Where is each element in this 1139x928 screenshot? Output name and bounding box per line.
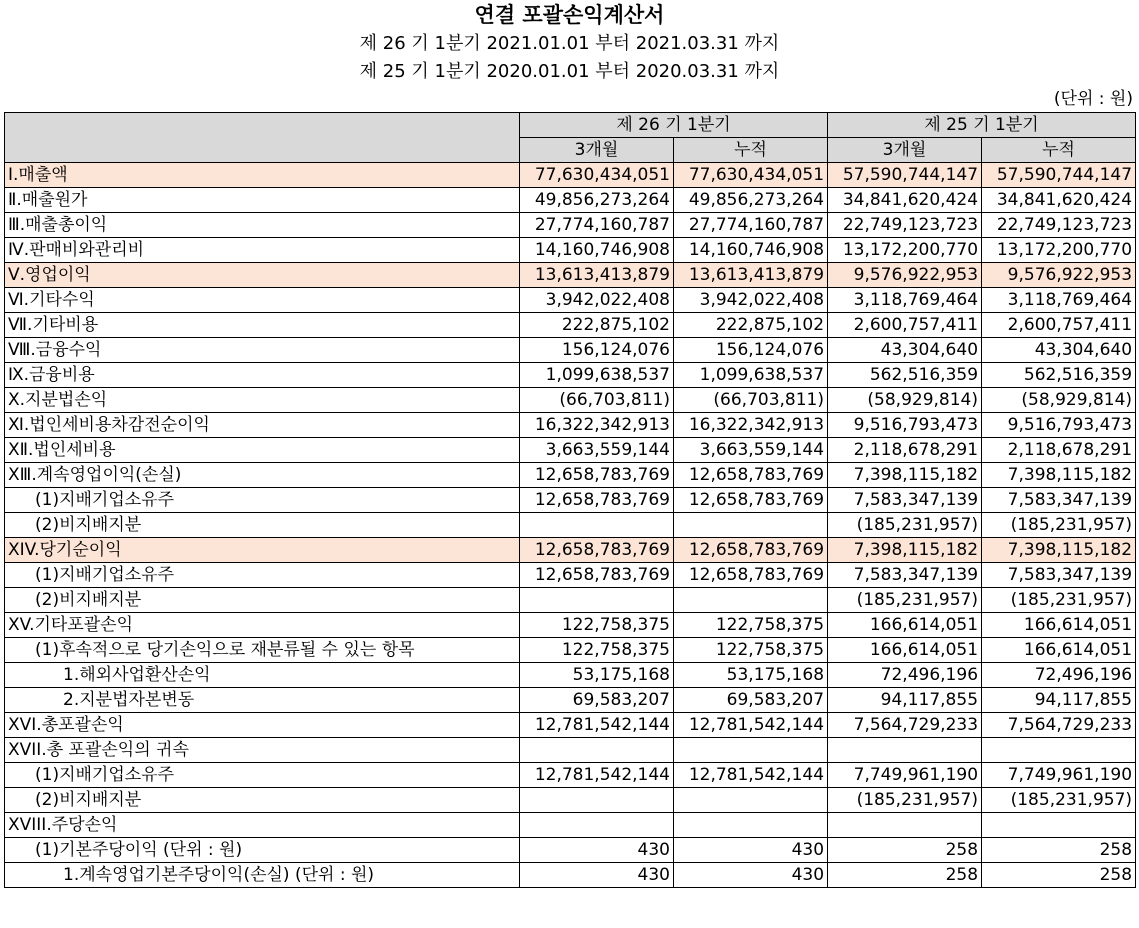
value-cumulative-26: 12,658,783,769: [674, 463, 828, 488]
value-cumulative-25: 72,496,196: [982, 663, 1136, 688]
value-three-month-26: 77,630,434,051: [520, 163, 674, 188]
value-three-month-26: 14,160,746,908: [520, 238, 674, 263]
value-cumulative-26: 27,774,160,787: [674, 213, 828, 238]
table-row: [5, 738, 1136, 763]
value-cumulative-25: 562,516,359: [982, 363, 1136, 388]
value-cumulative-26: 12,781,542,144: [674, 763, 828, 788]
row-label: (1)기본주당이익 (단위 : 원): [5, 838, 520, 863]
row-label: Ⅰ.매출액: [5, 163, 520, 188]
value-cumulative-25: 7,583,347,139: [982, 563, 1136, 588]
table-row: [5, 713, 1136, 738]
value-three-month-25: 166,614,051: [828, 638, 982, 663]
value-three-month-25: 34,841,620,424: [828, 188, 982, 213]
value-three-month-26: [520, 813, 674, 838]
value-three-month-26: 1,099,638,537: [520, 363, 674, 388]
value-cumulative-26: 53,175,168: [674, 663, 828, 688]
value-three-month-26: 122,758,375: [520, 638, 674, 663]
value-cumulative-26: 156,124,076: [674, 338, 828, 363]
value-cumulative-26: 3,663,559,144: [674, 438, 828, 463]
value-cumulative-26: 77,630,434,051: [674, 163, 828, 188]
value-three-month-26: 430: [520, 863, 674, 888]
value-three-month-25: 258: [828, 838, 982, 863]
table-row: [5, 663, 1136, 688]
table-row: [5, 788, 1136, 813]
value-three-month-26: 12,658,783,769: [520, 463, 674, 488]
row-label: Ⅷ.금융수익: [5, 338, 520, 363]
value-cumulative-25: 7,398,115,182: [982, 463, 1136, 488]
value-three-month-25: 13,172,200,770: [828, 238, 982, 263]
table-row: [5, 513, 1136, 538]
row-label: 2.지분법자본변동: [5, 688, 520, 713]
value-three-month-25: [828, 813, 982, 838]
value-three-month-25: 57,590,744,147: [828, 163, 982, 188]
row-label: (1)후속적으로 당기손익으로 재분류될 수 있는 항목: [5, 638, 520, 663]
value-cumulative-26: [674, 813, 828, 838]
value-cumulative-26: 122,758,375: [674, 638, 828, 663]
row-label: Ⅲ.매출총이익: [5, 213, 520, 238]
value-three-month-26: 12,781,542,144: [520, 713, 674, 738]
value-cumulative-26: 12,781,542,144: [674, 713, 828, 738]
table-row: [5, 313, 1136, 338]
table-row: [5, 588, 1136, 613]
header-row-periods: [5, 113, 1136, 138]
value-three-month-26: 12,658,783,769: [520, 488, 674, 513]
row-label: Ⅳ.판매비와관리비: [5, 238, 520, 263]
row-label: Ⅴ.영업이익: [5, 263, 520, 288]
value-cumulative-25: 3,118,769,464: [982, 288, 1136, 313]
table-row: [5, 163, 1136, 188]
row-label: Ⅶ.기타비용: [5, 313, 520, 338]
table-row: [5, 263, 1136, 288]
value-three-month-25: 166,614,051: [828, 613, 982, 638]
value-cumulative-25: 43,304,640: [982, 338, 1136, 363]
table-row: [5, 838, 1136, 863]
row-label: XVIII.주당손익: [5, 813, 520, 838]
row-label: 1.계속영업기본주당이익(손실) (단위 : 원): [5, 863, 520, 888]
value-cumulative-25: 34,841,620,424: [982, 188, 1136, 213]
header-cumulative-25: 누적: [982, 138, 1136, 163]
row-label: Ⅸ.금융비용: [5, 363, 520, 388]
value-cumulative-25: 2,118,678,291: [982, 438, 1136, 463]
value-three-month-25: [828, 738, 982, 763]
table-row: [5, 563, 1136, 588]
value-cumulative-25: 22,749,123,723: [982, 213, 1136, 238]
statement-title: 연결 포괄손익계산서: [474, 3, 665, 27]
value-cumulative-25: 57,590,744,147: [982, 163, 1136, 188]
value-three-month-26: 122,758,375: [520, 613, 674, 638]
row-label: XIV.당기순이익: [5, 538, 520, 563]
value-three-month-26: 3,942,022,408: [520, 288, 674, 313]
value-three-month-26: 12,781,542,144: [520, 763, 674, 788]
value-three-month-26: 430: [520, 838, 674, 863]
table-row: [5, 763, 1136, 788]
value-three-month-25: 7,749,961,190: [828, 763, 982, 788]
statement-rows: [5, 163, 1136, 888]
value-three-month-25: 9,576,922,953: [828, 263, 982, 288]
table-row: [5, 688, 1136, 713]
row-label: XVI.총포괄손익: [5, 713, 520, 738]
value-cumulative-25: [982, 813, 1136, 838]
row-label: (1)지배기업소유주: [5, 563, 520, 588]
value-three-month-26: (66,703,811): [520, 388, 674, 413]
value-cumulative-25: (185,231,957): [982, 513, 1136, 538]
row-label: Ⅱ.매출원가: [5, 188, 520, 213]
value-cumulative-25: 7,749,961,190: [982, 763, 1136, 788]
value-three-month-25: 7,583,347,139: [828, 563, 982, 588]
value-cumulative-26: [674, 588, 828, 613]
table-row: [5, 413, 1136, 438]
value-cumulative-25: 7,398,115,182: [982, 538, 1136, 563]
value-cumulative-25: 94,117,855: [982, 688, 1136, 713]
row-label: (2)비지배지분: [5, 588, 520, 613]
value-cumulative-26: 13,613,413,879: [674, 263, 828, 288]
value-three-month-26: 156,124,076: [520, 338, 674, 363]
value-three-month-26: 12,658,783,769: [520, 538, 674, 563]
value-cumulative-25: (185,231,957): [982, 588, 1136, 613]
value-three-month-26: 27,774,160,787: [520, 213, 674, 238]
value-cumulative-26: 12,658,783,769: [674, 563, 828, 588]
value-three-month-25: 562,516,359: [828, 363, 982, 388]
value-three-month-25: 7,398,115,182: [828, 538, 982, 563]
header-period-25: 제 25 기 1분기: [828, 113, 1136, 138]
row-label: ⅩⅡ.법인세비용: [5, 438, 520, 463]
table-row: [5, 538, 1136, 563]
table-row: [5, 488, 1136, 513]
row-label: Ⅺ.법인세비용차감전순이익: [5, 413, 520, 438]
value-cumulative-26: 49,856,273,264: [674, 188, 828, 213]
value-three-month-25: 9,516,793,473: [828, 413, 982, 438]
table-row: [5, 338, 1136, 363]
value-three-month-26: 12,658,783,769: [520, 563, 674, 588]
table-row: [5, 288, 1136, 313]
table-row: [5, 463, 1136, 488]
value-three-month-25: 2,118,678,291: [828, 438, 982, 463]
value-three-month-26: 3,663,559,144: [520, 438, 674, 463]
value-three-month-25: 43,304,640: [828, 338, 982, 363]
value-three-month-25: 3,118,769,464: [828, 288, 982, 313]
row-label: 1.해외사업환산손익: [5, 663, 520, 688]
value-cumulative-25: 7,583,347,139: [982, 488, 1136, 513]
value-three-month-25: 258: [828, 863, 982, 888]
value-three-month-25: (185,231,957): [828, 513, 982, 538]
row-label: (2)비지배지분: [5, 513, 520, 538]
value-three-month-25: 7,398,115,182: [828, 463, 982, 488]
value-cumulative-26: 3,942,022,408: [674, 288, 828, 313]
value-three-month-26: [520, 588, 674, 613]
value-cumulative-26: [674, 738, 828, 763]
value-cumulative-25: 258: [982, 838, 1136, 863]
row-label: XV.기타포괄손익: [5, 613, 520, 638]
table-row: [5, 638, 1136, 663]
value-cumulative-25: 9,576,922,953: [982, 263, 1136, 288]
value-three-month-26: [520, 788, 674, 813]
value-three-month-26: 53,175,168: [520, 663, 674, 688]
value-cumulative-26: 12,658,783,769: [674, 488, 828, 513]
value-three-month-25: (185,231,957): [828, 588, 982, 613]
value-three-month-25: 2,600,757,411: [828, 313, 982, 338]
income-statement-table: [4, 112, 1136, 888]
value-cumulative-25: 166,614,051: [982, 613, 1136, 638]
table-row: [5, 213, 1136, 238]
value-cumulative-25: 2,600,757,411: [982, 313, 1136, 338]
table-row: [5, 613, 1136, 638]
value-three-month-25: 7,564,729,233: [828, 713, 982, 738]
table-row: [5, 188, 1136, 213]
value-cumulative-26: 122,758,375: [674, 613, 828, 638]
value-cumulative-25: 166,614,051: [982, 638, 1136, 663]
value-cumulative-26: 14,160,746,908: [674, 238, 828, 263]
value-cumulative-26: 1,099,638,537: [674, 363, 828, 388]
value-three-month-25: 22,749,123,723: [828, 213, 982, 238]
table-row: [5, 813, 1136, 838]
value-three-month-26: 69,583,207: [520, 688, 674, 713]
row-label: XVII.총 포괄손익의 귀속: [5, 738, 520, 763]
value-three-month-26: 222,875,102: [520, 313, 674, 338]
row-label: (2)비지배지분: [5, 788, 520, 813]
row-label: (1)지배기업소유주: [5, 488, 520, 513]
header-cumulative-26: 누적: [674, 138, 828, 163]
value-cumulative-25: 258: [982, 863, 1136, 888]
value-three-month-25: 72,496,196: [828, 663, 982, 688]
value-cumulative-25: [982, 738, 1136, 763]
row-label: Ⅹ.지분법손익: [5, 388, 520, 413]
value-cumulative-26: 12,658,783,769: [674, 538, 828, 563]
value-three-month-26: [520, 738, 674, 763]
header-account-cell: [5, 113, 520, 163]
row-label: (1)지배기업소유주: [5, 763, 520, 788]
value-cumulative-25: 9,516,793,473: [982, 413, 1136, 438]
row-label: Ⅵ.기타수익: [5, 288, 520, 313]
value-cumulative-25: 7,564,729,233: [982, 713, 1136, 738]
value-three-month-25: (185,231,957): [828, 788, 982, 813]
value-cumulative-25: (185,231,957): [982, 788, 1136, 813]
unit-label: (단위 : 원): [1053, 89, 1133, 109]
value-cumulative-25: 13,172,200,770: [982, 238, 1136, 263]
table-row: [5, 388, 1136, 413]
value-cumulative-26: 16,322,342,913: [674, 413, 828, 438]
header-three-month-25: 3개월: [828, 138, 982, 163]
value-three-month-26: 16,322,342,913: [520, 413, 674, 438]
header-three-month-26: 3개월: [520, 138, 674, 163]
header-period-26: 제 26 기 1분기: [520, 113, 828, 138]
value-three-month-25: 7,583,347,139: [828, 488, 982, 513]
period-current: 제 26 기 1분기 2021.01.01 부터 2021.03.31 까지: [359, 33, 780, 54]
period-prior: 제 25 기 1분기 2020.01.01 부터 2020.03.31 까지: [359, 61, 780, 82]
value-cumulative-26: 430: [674, 838, 828, 863]
value-cumulative-26: (66,703,811): [674, 388, 828, 413]
value-cumulative-25: (58,929,814): [982, 388, 1136, 413]
value-cumulative-26: 69,583,207: [674, 688, 828, 713]
value-cumulative-26: 222,875,102: [674, 313, 828, 338]
value-cumulative-26: [674, 513, 828, 538]
value-cumulative-26: [674, 788, 828, 813]
table-row: [5, 863, 1136, 888]
value-three-month-25: (58,929,814): [828, 388, 982, 413]
value-three-month-26: 13,613,413,879: [520, 263, 674, 288]
value-three-month-25: 94,117,855: [828, 688, 982, 713]
value-cumulative-26: 430: [674, 863, 828, 888]
row-label: ⅩⅢ.계속영업이익(손실): [5, 463, 520, 488]
value-three-month-26: 49,856,273,264: [520, 188, 674, 213]
value-three-month-26: [520, 513, 674, 538]
table-row: [5, 363, 1136, 388]
table-row: [5, 238, 1136, 263]
table-row: [5, 438, 1136, 463]
